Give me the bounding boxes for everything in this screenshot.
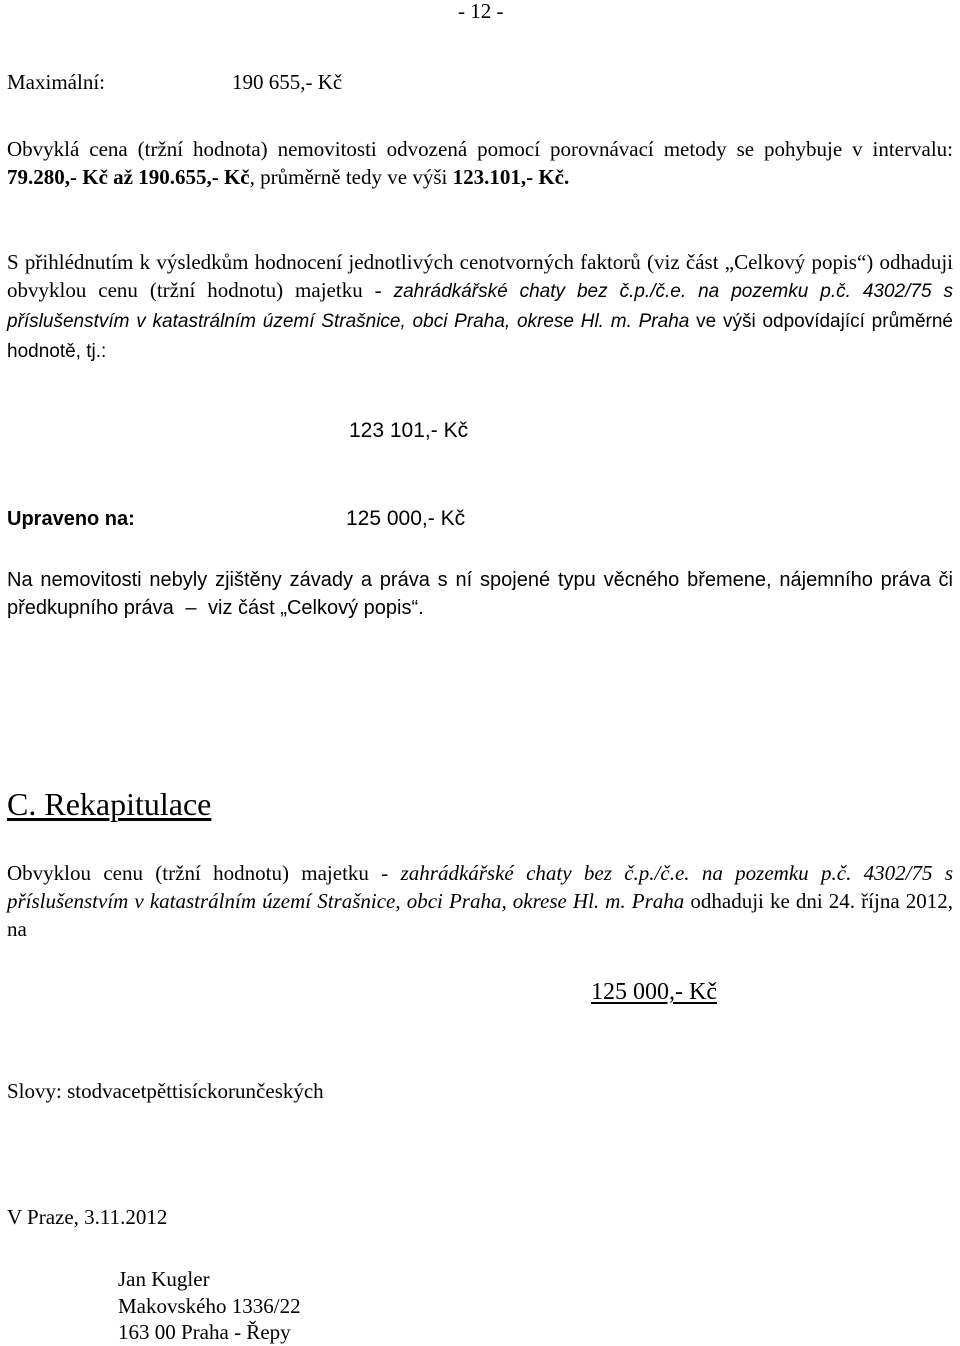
- paragraph-price-interval-text2: , průměrně tedy ve výši: [249, 165, 453, 189]
- price-range: 79.280,- Kč až 190.655,- Kč: [7, 165, 250, 189]
- value-in-words: Slovy: stodvacetpěttisíckorunčeských: [7, 1079, 324, 1103]
- maximum-value: 190 655,- Kč: [232, 70, 343, 94]
- average-value: 123 101,- Kč: [349, 419, 469, 442]
- recap-text: Obvyklou cenu (tržní hodnotu) majetku -: [7, 861, 401, 885]
- final-value: 125 000,- Kč: [591, 979, 717, 1005]
- recap-tail: odhaduji ke dni 24. října 2012, na: [7, 889, 953, 941]
- paragraph-estimate-tail: ve výši odpovídající průměrné hodnotě, tj.:: [7, 311, 953, 362]
- encumbrance-text: Na nemovitosti nebyly zjištěny závady a práva s ní spojené typu věcného břemene, nájemního práva či předkupního práva: [7, 569, 953, 619]
- page-number: - 12 -: [458, 0, 504, 23]
- paragraph-price-interval: [7, 135, 953, 191]
- paragraph-estimate-text: S přihlédnutím k výsledkům hodnocení jednotlivých cenotvorných faktorů (viz část „Celkový popis“) odhaduji obvyklou cenu (tržní hodnotu) majetku -: [7, 250, 953, 302]
- place-date: V Praze, 3.11.2012: [7, 1205, 168, 1229]
- paragraph-estimate: [7, 248, 953, 366]
- adjusted-label: Upraveno na:: [7, 508, 135, 530]
- paragraph-price-interval-text: Obvyklá cena (tržní hodnota) nemovitosti odvozená pomocí porovnávací metody se pohybuje v intervalu:: [7, 137, 953, 161]
- signature-city: 163 00 Praha - Řepy: [118, 1320, 291, 1344]
- paragraph-encumbrance: [7, 566, 953, 622]
- maximum-label: Maximální:: [7, 70, 105, 94]
- signature-street: Makovského 1336/22: [118, 1294, 301, 1318]
- paragraph-recapitulation: [7, 859, 953, 943]
- section-c-heading: C. Rekapitulace: [7, 786, 212, 822]
- encumbrance-reference: viz část „Celkový popis“.: [208, 597, 424, 619]
- signature-name: Jan Kugler: [118, 1267, 210, 1291]
- average-price: 123.101,- Kč.: [452, 165, 570, 189]
- property-description: zahrádkářské chaty bez č.p./č.e. na pozemku p.č. 4302/75 s příslušenstvím v katastrálním území Strašnice, obci Praha, okrese Hl. m. Praha: [7, 281, 953, 332]
- encumbrance-dash: –: [185, 597, 197, 619]
- recap-property-description: zahrádkářské chaty bez č.p./č.e. na pozemku p.č. 4302/75 s příslušenstvím v katastrálním území Strašnice, obci Praha, okrese Hl. m. Praha: [7, 861, 953, 913]
- adjusted-value: 125 000,- Kč: [346, 507, 466, 530]
